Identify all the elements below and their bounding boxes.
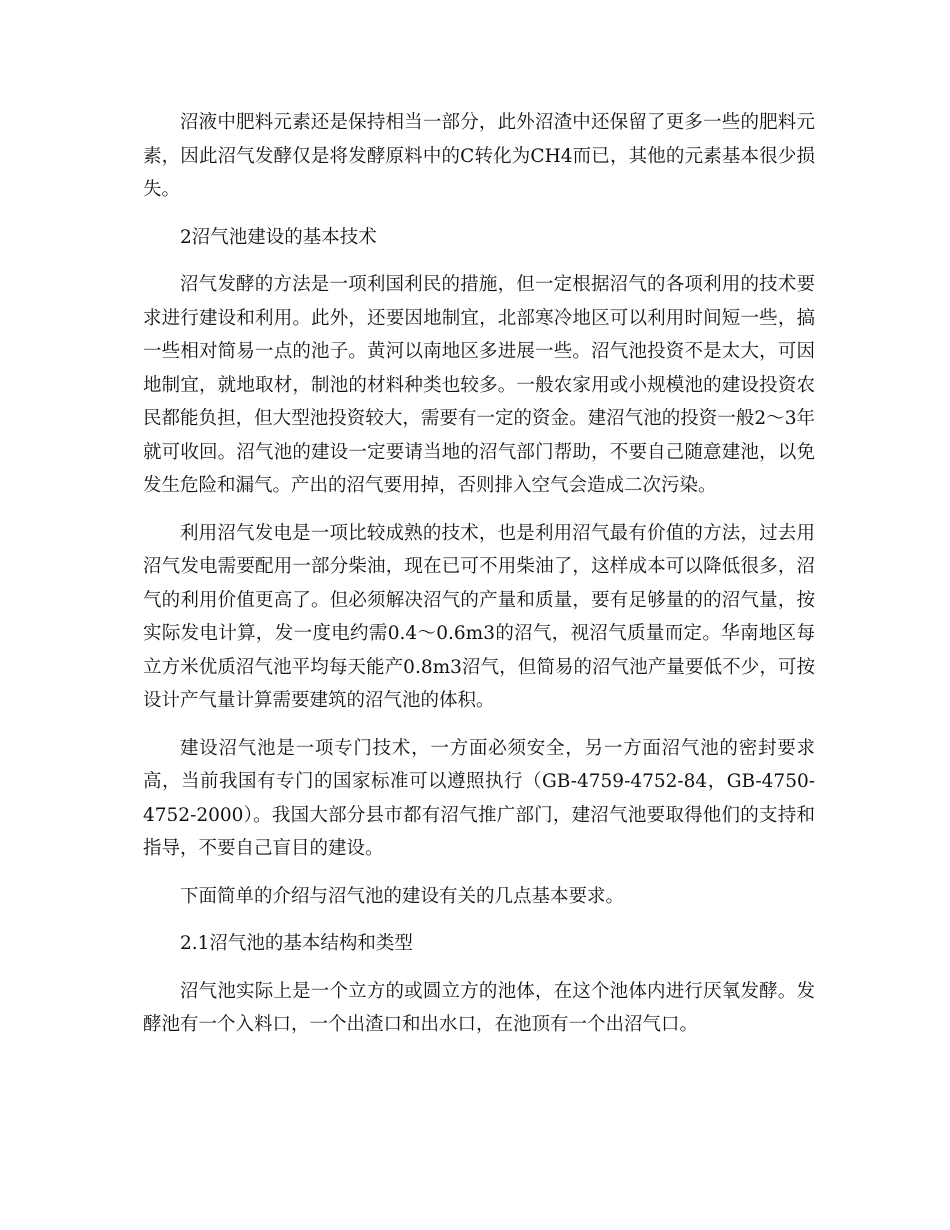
paragraph-construction-standards: 建设沼气池是一项专门技术，一方面必须安全，另一方面沼气池的密封要求高，当前我国有专门的国家标准可以遵照执行（GB-4759-4752-84，GB-4750-4752-2000）。我国大部分县市都有沼气推广部门，建沼气池要取得他们的支持和指导，不要自己盲目的建设。 (143, 737, 815, 859)
document-body (143, 106, 815, 1056)
paragraph-digester-structure: 沼气池实际上是一个立方的或圆立方的池体，在这个池体内进行厌氧发酵。发酵池有一个入料口，一个出渣口和出水口，在池顶有一个出沼气口。 (143, 980, 815, 1035)
section-heading-biogas-tech: 2沼气池建设的基本技术 (180, 226, 377, 248)
paragraph-intro-requirements: 下面简单的介绍与沼气池的建设有关的几点基本要求。 (180, 885, 625, 907)
section-heading-structure-types: 2.1沼气池的基本结构和类型 (180, 933, 413, 954)
paragraph-fertilizer-elements: 沼液中肥料元素还是保持相当一部分，此外沼渣中还保留了更多一些的肥料元素，因此沼气发酵仅是将发酵原料中的C转化为CH4而已，其他的元素基本很少损失。 (143, 112, 815, 200)
paragraph-biogas-power: 利用沼气发电是一项比较成熟的技术，也是利用沼气最有价值的方法，过去用沼气发电需要配用一部分柴油，现在已可不用柴油了，这样成本可以降低很多，沼气的利用价值更高了。但必须解决沼气的产量和质量，要有足够量的的沼气量，按实际发电计算，发一度电约需0.4～0.6m3的沼气，视沼气质量而定。华南地区每立方米优质沼气池平均每天能产0.8m3沼气，但简易的沼气池产量要低不少，可按设计产气量计算需要建筑的沼气池的体积。 (143, 522, 815, 711)
paragraph-biogas-fermentation: 沼气发酵的方法是一项利国利民的措施，但一定根据沼气的各项利用的技术要求进行建设和利用。此外，还要因地制宜，北部寒冷地区可以利用时间短一些，搞一些相对简易一点的池子。黄河以南地区多进展一些。沼气池投资不是太大，可因地制宜，就地取材，制池的材料种类也较多。一般农家用或小规模池的建设投资农民都能负担，但大型池投资较大，需要有一定的资金。建沼气池的投资一般2～3年就可收回。沼气池的建设一定要请当地的沼气部门帮助，不要自己随意建池，以免发生危险和漏气。产出的沼气要用掉，否则排入空气会造成二次污染。 (143, 274, 815, 496)
